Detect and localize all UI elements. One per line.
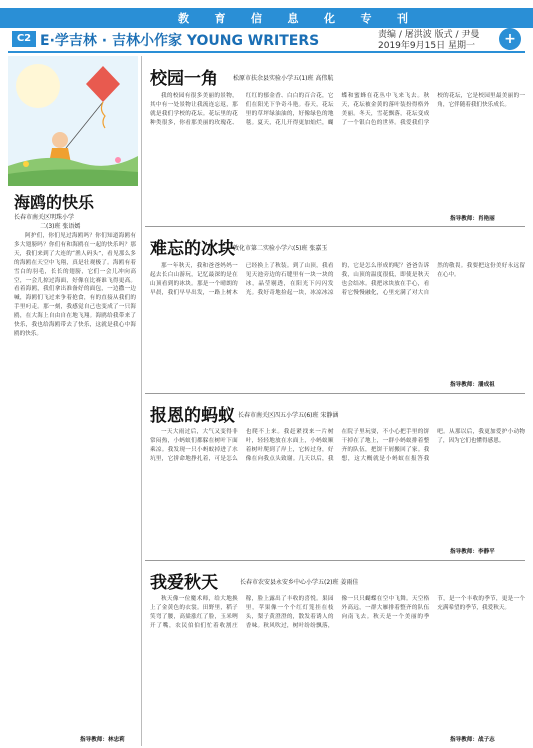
article-byline: 长春市农安县永安乡中心小学五(2)班 姜雨佳 (240, 579, 359, 586)
article-title: 报恩的蚂蚁 (150, 406, 235, 426)
strip-char: 专 (360, 12, 372, 25)
article-byline-class: 二(3)班 张语嫣 (40, 223, 81, 230)
page-badge: C2 (12, 31, 36, 47)
article-title: 海鸥的快乐 (14, 193, 95, 212)
article-byline: 松原市扶余县实验小学五(1)班 高伟航 (233, 75, 334, 82)
strip-char: 育 (214, 12, 226, 25)
article-title: 校园一角 (150, 69, 218, 89)
strip-char: 信 (251, 12, 262, 25)
section-divider (145, 393, 525, 394)
article-teacher: 指导教师：肖艳丽 (450, 216, 495, 222)
article-byline: 敦化市第二实验小学六(5)班 张嘉玉 (233, 245, 328, 252)
article-paragraph: 那一年秋天，我和爸爸妈妈一起去长白山游玩，记忆最深的是在山顶看到的冰块。那是一个晴朗的早晨，我们早早出发，一路上树木已经换上了秋装。到了山顶，我看见天池旁边的石缝里有一块一块的冰，晶莹剔透，在阳光下闪闪发光。我好奇地捡起一块，冰凉冰凉的，它是怎么形成的呢？爸爸告诉我，山顶的温度很低，即使是秋天也会结冰。我把冰块放在手心，看着它慢慢融化，心里充满了对大自然的敬畏。我要把这份美好永远留在心中。 (150, 263, 525, 296)
article-paragraph: 一天大雨过后，大气又变得非常闷热，小蚂蚁们都躲在树叶下面乘凉。我发现一只小蚂蚁掉进了水坑里，它拼命地挣扎着，可是怎么也爬不上来。我赶紧找来一片树叶，轻轻地放在水面上，小蚂蚁顺着树叶爬到了岸上，它转过身，好像在向我点头致谢。几天以后，我在院子里玩耍，不小心把手里的饼干掉在了地上，一群小蚂蚁排着整齐的队伍，把饼干屑搬回了家。我想，这大概就是小蚂蚁在报答我吧。从那以后，我更加爱护小动物了，因为它们也懂得感恩。 (150, 429, 525, 462)
issue-date: 2019年9月15日 星期一 (378, 41, 475, 51)
article-body (14, 232, 136, 732)
header-strip-text (178, 10, 408, 26)
child-flying-kite-illustration-icon (8, 56, 138, 186)
article-teacher: 指导教师：李静平 (450, 549, 495, 555)
section-divider (145, 226, 525, 227)
article-body (150, 595, 525, 730)
strip-char: 化 (324, 12, 335, 25)
article-teacher: 指导教师：潘成祖 (450, 382, 495, 388)
section-title: E·学吉林 · 吉林小作家 YOUNG WRITERS (40, 33, 320, 49)
article-body (150, 262, 525, 380)
header-meta (378, 30, 479, 52)
article-body (150, 428, 525, 546)
article-paragraph: 阿护们，你们见过海鸥吗？你们知道海鸥有多大翅膀吗？你们有和海鸥在一起的快乐吗？那天，我们来到了大连的“渔人码头”，看见那么多的海鸥在天空中飞翔，真是壮观极了。海鸥有着雪白的羽毛，长长的翅膀，它们一会儿冲向高空，一会儿掠过海面，好像在比赛谁飞得更高。看着海鸥，我们拿出准备好的面包，一边撒一边喊，海鸥们飞过来争着抢食，有的直接从我们的手里叼走。那一刻，我感觉自己也变成了一只海鸥，在大海上自由自在地飞翔。海鸥给我带来了快乐，我也给海鸥带去了快乐，这就是我心中海鸥的快乐。 (14, 233, 136, 337)
article-byline: 长春市南关区四五小学五(6)班 宋静涵 (238, 412, 339, 419)
article-paragraph: 我的校园有很多美丽的景物，其中有一处景物让我流连忘返，那就是我们学校的花坛。花坛里的花种类很多，你看那美丽的玫瑰花、红红的郁金香、白白的百合花，它们在阳光下争奇斗艳。春天，花坛里的草坪绿油油的，好像绿色的地毯。夏天，花儿开得更加灿烂，蝴蝶和蜜蜂在花丛中飞来飞去。秋天，花坛被金黄的落叶装扮得格外美丽。冬天，雪花飘落，花坛变成了一个银白色的世界。我爱我们学校的花坛，它是校园里最美丽的一角，它伴随着我们快乐成长。 (150, 93, 525, 126)
article-paragraph: 秋天像一位魔术师，给大地换上了金黄色的衣裳。田野里，稻子笑弯了腰，高粱涨红了脸，玉米咧开了嘴，农民伯伯们忙着收割庄稼，脸上露出了丰收的喜悦。果园里，苹果像一个个红灯笼挂在枝头，梨子黄澄澄的，散发着诱人的香味。秋风吹过，树叶纷纷飘落，像一只只蝴蝶在空中飞舞。天空格外高远，一群大雁排着整齐的队伍向南飞去。秋天是一个美丽的季节，是一个丰收的季节，更是一个充满希望的季节，我爱秋天。 (150, 596, 525, 629)
strip-char: 教 (178, 12, 189, 25)
plus-circle-logo-icon: + (499, 28, 521, 50)
strip-char: 刊 (397, 12, 408, 25)
editor-credit: 责编 / 屠洪波 版式 / 尹曼 (378, 30, 480, 40)
article-title: 我爱秋天 (150, 573, 218, 593)
section-divider (145, 560, 525, 561)
page-header (0, 0, 533, 52)
column-divider (141, 56, 142, 746)
article-teacher: 指导教师：战子志 (450, 737, 495, 743)
article-byline: 长春市南关区明珠小学 (14, 214, 75, 221)
article-title: 难忘的冰块 (150, 239, 235, 259)
article-body (150, 92, 525, 215)
header-rule (8, 51, 525, 53)
article-teacher: 指导教师：林忠莉 (80, 737, 125, 743)
strip-char: 息 (287, 12, 299, 25)
